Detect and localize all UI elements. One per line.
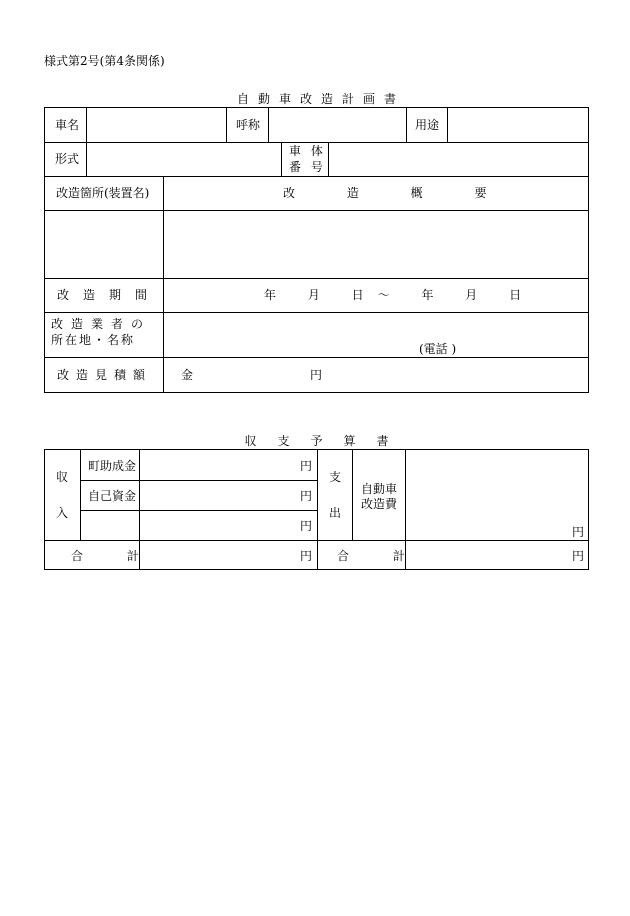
period-label: 改造期間 <box>57 288 162 302</box>
plan-title: 自動車改造計画書 <box>236 92 405 106</box>
income-total-label: 合 計 <box>71 549 159 563</box>
estimate-prefix: 金 <box>181 368 194 382</box>
model-label: 形式 <box>55 152 80 166</box>
income-row-yen: 円 <box>300 489 313 503</box>
contractor-label-bottom: 所在地・名称 <box>51 333 136 347</box>
plan-table <box>44 107 589 393</box>
expense-total-label: 合 計 <box>337 549 425 563</box>
summary-label: 改 造 概 要 <box>283 186 511 200</box>
contractor-label-top: 改造業者の <box>51 317 152 331</box>
income-label-bottom: 入 <box>56 506 69 520</box>
income-row-yen: 円 <box>300 459 313 473</box>
body-no-label-top: 車 体 <box>289 144 326 158</box>
income-label-top: 収 <box>56 470 69 484</box>
budget-table <box>44 449 589 570</box>
expense-yen: 円 <box>572 525 585 539</box>
income-row-label: 自己資金 <box>88 489 137 503</box>
form-label: 様式第2号(第4条関係) <box>44 54 165 68</box>
income-total-yen: 円 <box>300 549 313 563</box>
period-value: 年 月 日〜 年 月 日 <box>264 288 536 302</box>
income-row-yen: 円 <box>300 519 313 533</box>
location-label: 改造箇所(装置名) <box>56 186 150 200</box>
income-row-label: 町助成金 <box>88 459 137 473</box>
budget-title: 収支予算書 <box>244 434 410 448</box>
body-no-label-bottom: 番 号 <box>289 160 326 174</box>
expense-item-top: 自動車 <box>361 482 398 496</box>
expense-label-bottom: 出 <box>329 506 342 520</box>
expense-total-yen: 円 <box>572 549 585 563</box>
car-name-label: 車名 <box>55 118 80 132</box>
phone-label: (電話 ) <box>419 342 457 356</box>
estimate-label: 改造見積額 <box>57 368 153 382</box>
expense-item-bottom: 改造費 <box>361 497 398 511</box>
usage-label: 用途 <box>415 118 440 132</box>
estimate-yen: 円 <box>310 368 323 382</box>
expense-label-top: 支 <box>329 470 342 484</box>
nickname-label: 呼称 <box>236 118 261 132</box>
